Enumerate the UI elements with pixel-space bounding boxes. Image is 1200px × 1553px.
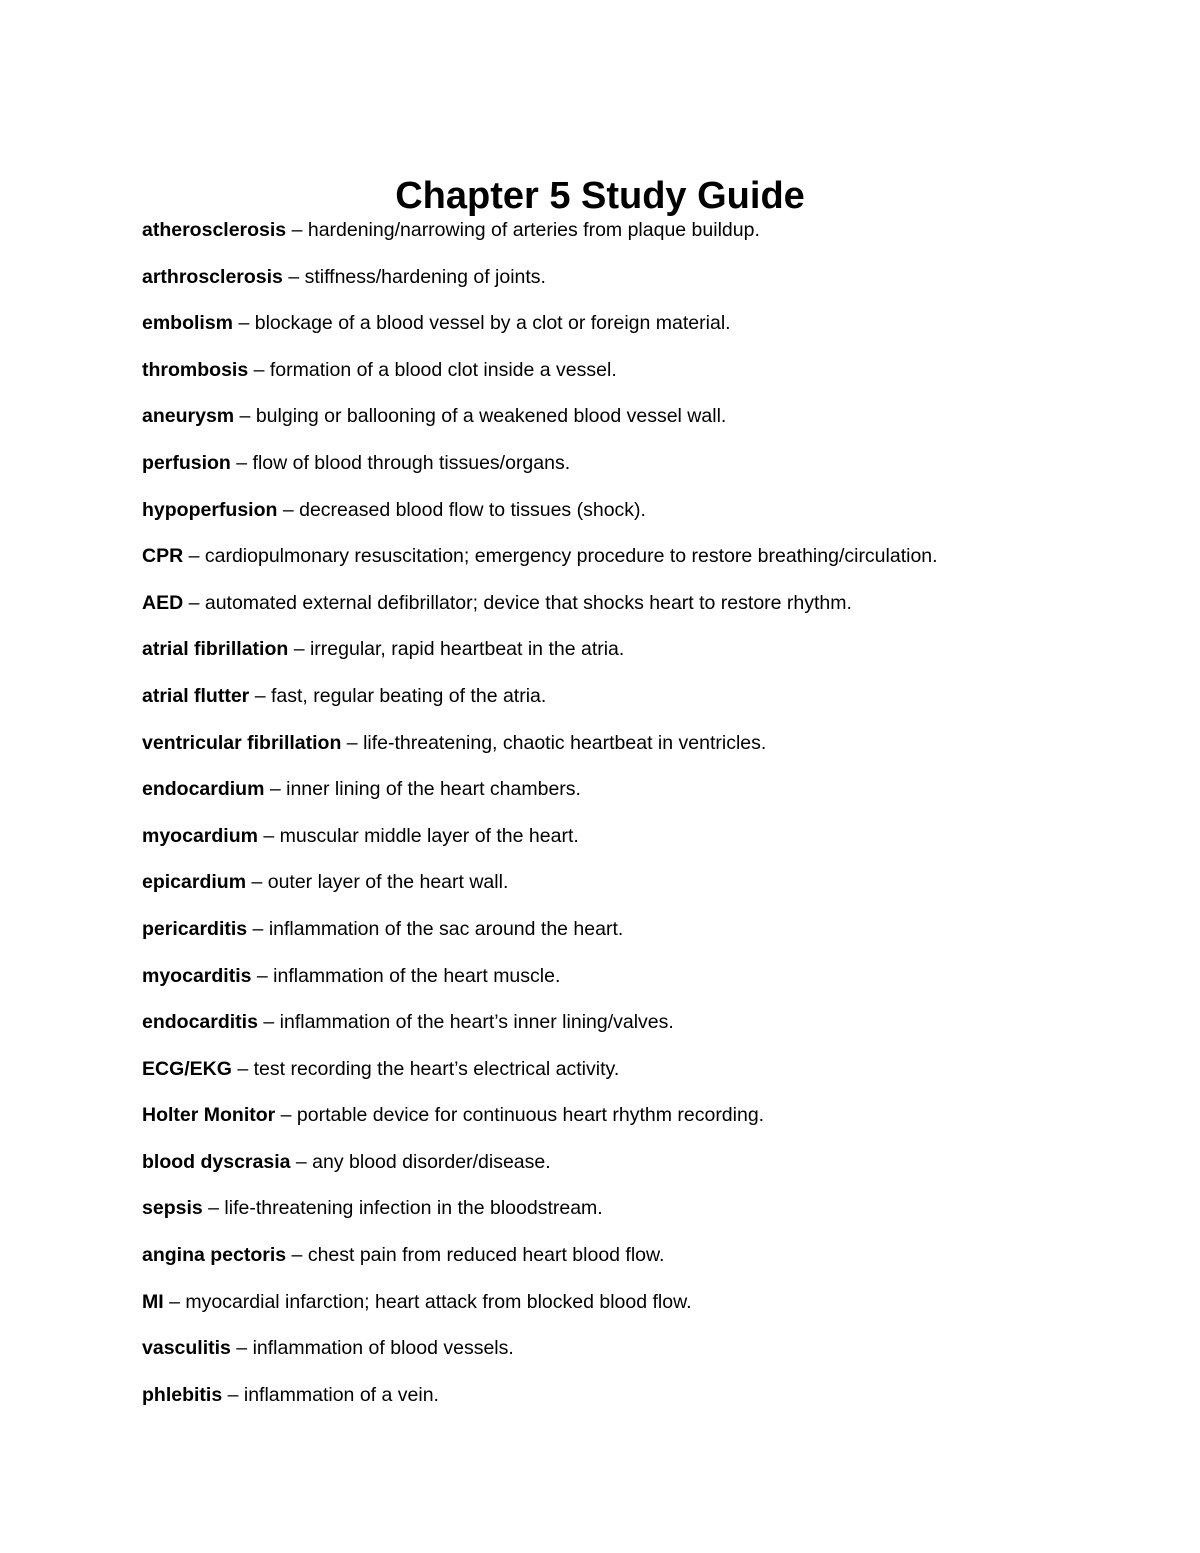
glossary-term: angina pectoris — [142, 1244, 287, 1267]
term-separator: – — [230, 1337, 253, 1360]
glossary-term: atherosclerosis — [142, 219, 287, 241]
glossary-term: atrial fibrillation — [142, 638, 289, 661]
term-separator: – — [222, 1383, 244, 1406]
term-separator: – — [246, 871, 268, 894]
glossary-definition: life-threatening, chaotic heartbeat in ventricles. — [363, 731, 767, 754]
glossary-term: perfusion — [142, 451, 231, 474]
term-separator: – — [248, 358, 270, 381]
term-separator: – — [247, 917, 269, 940]
glossary-entry — [142, 727, 1142, 774]
term-separator: – — [257, 1011, 280, 1034]
glossary-term: vasculitis — [142, 1337, 231, 1360]
term-separator: – — [282, 265, 305, 288]
glossary-entry — [142, 1006, 1142, 1053]
term-separator: – — [264, 778, 287, 801]
glossary-entry — [142, 1332, 1142, 1379]
glossary-term: CPR — [142, 545, 184, 568]
glossary-term: Holter Monitor — [142, 1104, 276, 1127]
glossary-entry — [142, 261, 1142, 308]
glossary-term: ventricular fibrillation — [142, 731, 342, 754]
glossary-entry — [142, 494, 1142, 541]
glossary-definition: stiffness/hardening of joints. — [304, 265, 546, 288]
glossary-definition: hardening/narrowing of arteries from plaque buildup. — [307, 219, 760, 241]
term-separator: – — [290, 1150, 313, 1173]
glossary-definition: inflammation of a vein. — [243, 1383, 439, 1406]
glossary-term: blood dyscrasia — [142, 1150, 291, 1173]
term-separator: – — [286, 1244, 308, 1267]
glossary-term: phlebitis — [142, 1383, 223, 1406]
page-title: Chapter 5 Study Guide — [395, 175, 805, 218]
glossary-definition: inflammation of the sac around the heart. — [268, 917, 624, 940]
glossary-entry — [142, 587, 1142, 634]
glossary-definition: portable device for continuous heart rhythm recording. — [296, 1104, 765, 1127]
glossary-term: epicardium — [142, 871, 247, 894]
term-separator: – — [249, 684, 271, 707]
glossary-term: ECG/EKG — [142, 1057, 232, 1080]
glossary-term: atrial flutter — [142, 684, 250, 707]
glossary-definition: inner lining of the heart chambers. — [286, 778, 581, 801]
term-separator: – — [277, 498, 300, 521]
term-separator: – — [231, 1057, 254, 1080]
glossary-definition: inflammation of blood vessels. — [252, 1337, 514, 1360]
glossary-term: myocarditis — [142, 964, 252, 987]
term-separator: – — [183, 545, 205, 568]
glossary-entry — [142, 960, 1142, 1007]
glossary-entry — [142, 1192, 1142, 1239]
glossary-entry — [142, 307, 1142, 354]
glossary-term: endocardium — [142, 778, 265, 801]
glossary-entry — [142, 820, 1142, 867]
glossary-entry — [142, 447, 1142, 494]
glossary-entry — [142, 400, 1142, 447]
glossary-entry — [142, 680, 1142, 727]
glossary-definition: muscular middle layer of the heart. — [279, 824, 579, 847]
glossary-term: pericarditis — [142, 917, 248, 940]
glossary-entry — [142, 913, 1142, 960]
term-separator: – — [230, 451, 253, 474]
glossary-definition: chest pain from reduced heart blood flow. — [307, 1244, 665, 1267]
glossary-term: arthrosclerosis — [142, 265, 283, 288]
glossary-term: MI — [142, 1290, 164, 1313]
glossary-term: endocarditis — [142, 1011, 258, 1034]
glossary-entry — [142, 214, 1142, 261]
glossary-entry — [142, 354, 1142, 401]
glossary-entry — [142, 1239, 1142, 1286]
glossary-definition: flow of blood through tissues/organs. — [252, 451, 571, 474]
glossary-definition: formation of a blood clot inside a vessel. — [269, 358, 617, 381]
term-separator: – — [275, 1104, 297, 1127]
glossary-definition: decreased blood flow to tissues (shock). — [299, 498, 646, 521]
glossary-definition: outer layer of the heart wall. — [267, 871, 509, 894]
glossary-term: myocardium — [142, 824, 258, 847]
glossary-term: thrombosis — [142, 358, 249, 381]
glossary-definition: cardiopulmonary resuscitation; emergency procedure to restore breathing/circulation. — [204, 545, 938, 568]
glossary-term: embolism — [142, 312, 234, 335]
glossary-definition: inflammation of the heart muscle. — [273, 964, 561, 987]
glossary-entry — [142, 1379, 1142, 1426]
glossary-entry — [142, 540, 1142, 587]
glossary-definition: irregular, rapid heartbeat in the atria. — [309, 638, 625, 661]
glossary-entry — [142, 773, 1142, 820]
glossary-entry — [142, 1286, 1142, 1333]
glossary-definition: inflammation of the heart’s inner lining/valves. — [279, 1011, 674, 1034]
term-separator: – — [234, 405, 256, 428]
glossary-term: hypoperfusion — [142, 498, 278, 521]
glossary-definition: test recording the heart’s electrical activity. — [253, 1057, 620, 1080]
glossary-term: aneurysm — [142, 405, 235, 428]
glossary-entry — [142, 866, 1142, 913]
glossary-term: sepsis — [142, 1197, 203, 1220]
glossary-definition: fast, regular beating of the atria. — [270, 684, 547, 707]
glossary-definition: any blood disorder/disease. — [312, 1150, 551, 1173]
term-separator: – — [163, 1290, 186, 1313]
glossary-list — [142, 214, 1142, 1425]
glossary-definition: life-threatening infection in the bloodstream. — [224, 1197, 603, 1220]
glossary-definition: automated external defibrillator; device that shocks heart to restore rhythm. — [204, 591, 852, 614]
term-separator: – — [286, 219, 308, 241]
glossary-definition: blockage of a blood vessel by a clot or foreign material. — [254, 312, 731, 335]
term-separator: – — [251, 964, 274, 987]
glossary-entry — [142, 1099, 1142, 1146]
glossary-entry — [142, 1053, 1142, 1100]
term-separator: – — [233, 312, 255, 335]
term-separator: – — [288, 638, 310, 661]
term-separator: – — [257, 824, 280, 847]
term-separator: – — [341, 731, 364, 754]
glossary-term: AED — [142, 591, 184, 614]
term-separator: – — [202, 1197, 225, 1220]
term-separator: – — [183, 591, 205, 614]
glossary-definition: bulging or ballooning of a weakened blood vessel wall. — [255, 405, 727, 428]
glossary-definition: myocardial infarction; heart attack from blocked blood flow. — [185, 1290, 692, 1313]
glossary-entry — [142, 633, 1142, 680]
glossary-entry — [142, 1146, 1142, 1193]
